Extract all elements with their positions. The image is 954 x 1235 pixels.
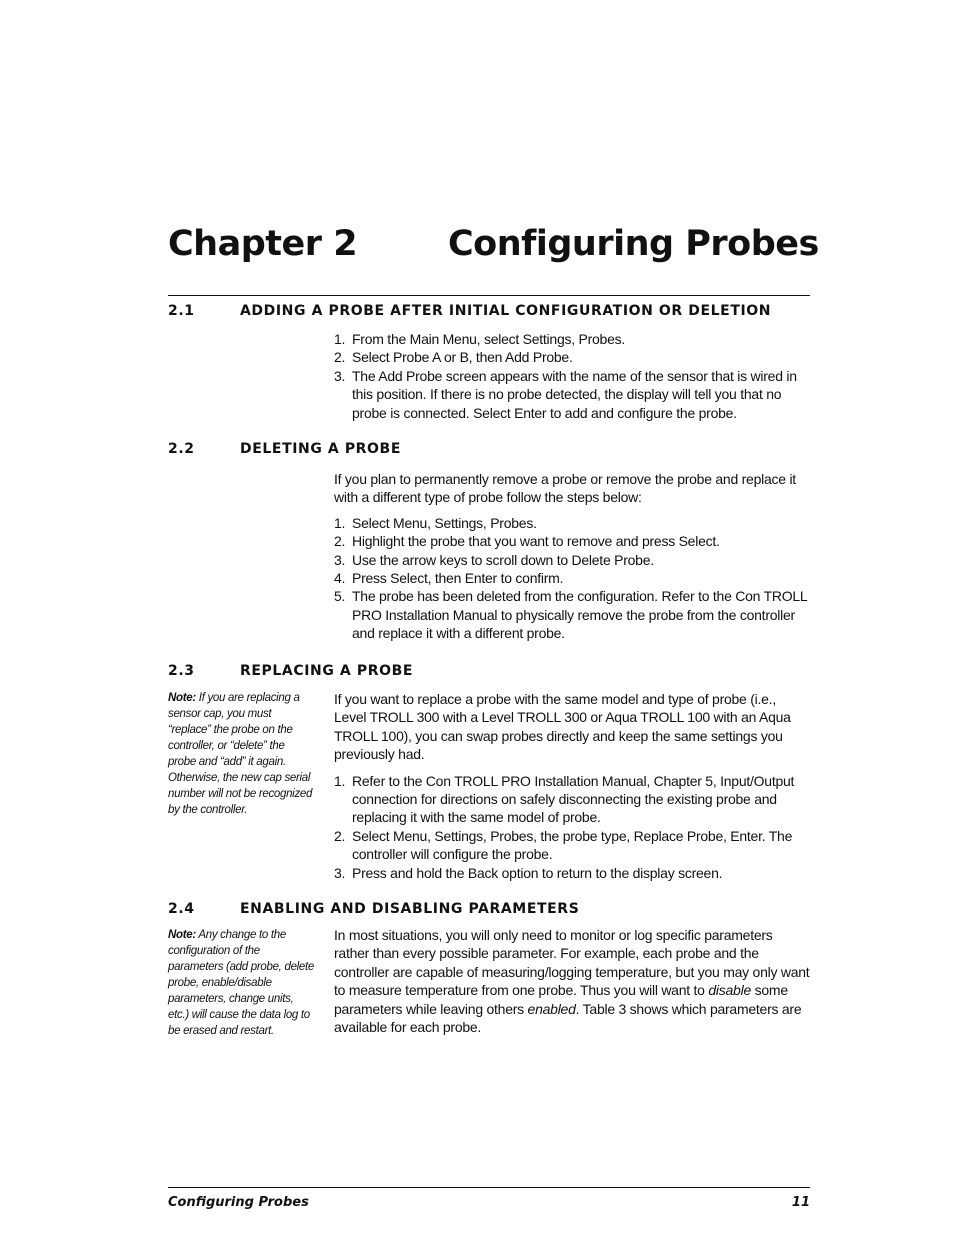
footer-title: Configuring Probes [168, 1195, 309, 1210]
list-item: 2. Select Menu, Settings, Probes, the probe type, Replace Probe, Enter. The controller will configure the probe. [334, 827, 793, 863]
section-heading-2-1 [168, 303, 810, 319]
paragraph: If you want to replace a probe with the same model and type of probe (i.e., Level TROLL 300 with a Level TROLL 300 or Aqua TROLL 100 with an Aqua TROLL 100), you can swap probes directly and keep the same settings you previously had. [334, 691, 791, 763]
section-title: REPLACING A PROBE [240, 663, 414, 679]
paragraph: If you plan to permanently remove a probe or remove the probe and replace it with a different type of probe follow the steps below: [334, 471, 796, 506]
steps-list [334, 772, 810, 882]
section-body-2-2 [334, 470, 810, 643]
list-item: 3. The Add Probe screen appears with the name of the sensor that is wired in this position. If there is no probe detected, the display will tell you that no probe is connected. Select Enter to add and configure the probe. [334, 367, 797, 421]
note-text: If you are replacing a sensor cap, you must “replace” the probe on the controller, or “delete” the probe and “add” it again. Otherwise, the new cap serial number will not be recognized by the controller. [168, 692, 313, 816]
chapter-rule [168, 295, 810, 296]
section-title: ENABLING AND DISABLING PARAMETERS [240, 901, 580, 917]
note-label: Note: [168, 692, 196, 704]
section-body-2-3 [334, 690, 810, 882]
steps-list [334, 514, 810, 643]
list-item: 5. The probe has been deleted from the configuration. Refer to the Con TROLL PRO Installation Manual to physically remove the probe from the controller and replace it with a different probe. [334, 588, 807, 642]
section-heading-2-2 [168, 441, 810, 457]
section-heading-2-4 [168, 901, 810, 917]
list-item: 2. Highlight the probe that you want to remove and press Select. [334, 533, 720, 550]
side-note [168, 690, 314, 818]
list-item: 4. Press Select, then Enter to confirm. [334, 570, 564, 587]
list-item: 3. Use the arrow keys to scroll down to Delete Probe. [334, 551, 654, 568]
page-number: 11 [791, 1195, 810, 1210]
list-item: 2. Select Probe A or B, then Add Probe. [334, 349, 573, 366]
list-item: 1. From the Main Menu, select Settings, Probes. [334, 331, 626, 347]
section-body-2-4 [334, 926, 810, 1036]
note-label: Note: [168, 929, 196, 941]
section-title: DELETING A PROBE [240, 441, 401, 457]
section-number: 2.1 [168, 303, 195, 319]
note-text: Any change to the configuration of the parameters (add probe, delete probe, enable/disable parameters, change units, etc.) will cause the data log to be erased and restart. [168, 929, 315, 1037]
section-number: 2.2 [168, 441, 195, 457]
steps-list [334, 330, 810, 422]
list-item: 1. Select Menu, Settings, Probes. [334, 514, 537, 531]
section-title: ADDING A PROBE AFTER INITIAL CONFIGURATION OR DELETION [240, 303, 772, 319]
section-heading-2-3 [168, 663, 810, 679]
chapter-title [168, 224, 818, 264]
section-number: 2.3 [168, 663, 195, 679]
paragraph: In most situations, you will only need to monitor or log specific parameters rather than every possible parameter. For example, each probe and the controller are capable of measuring/logging temperature, but you may only want to measure temperature from one probe. Thus you will want to disable some parameters while leaving others enabled. Table 3 shows which parameters are available for each probe. [334, 927, 810, 1036]
section-number: 2.4 [168, 901, 195, 917]
chapter-name: Configuring Probes [448, 224, 819, 264]
list-item: 3. Press and hold the Back option to return to the display screen. [334, 864, 723, 881]
side-note [168, 927, 314, 1039]
footer-rule [168, 1187, 810, 1188]
section-body-2-1 [334, 330, 810, 422]
list-item: 1. Refer to the Con TROLL PRO Installation Manual, Chapter 5, Input/Output connection for directions on safely disconnecting the existing probe and replacing it with the same model of probe. [334, 772, 795, 826]
chapter-number: Chapter 2 [168, 224, 358, 264]
